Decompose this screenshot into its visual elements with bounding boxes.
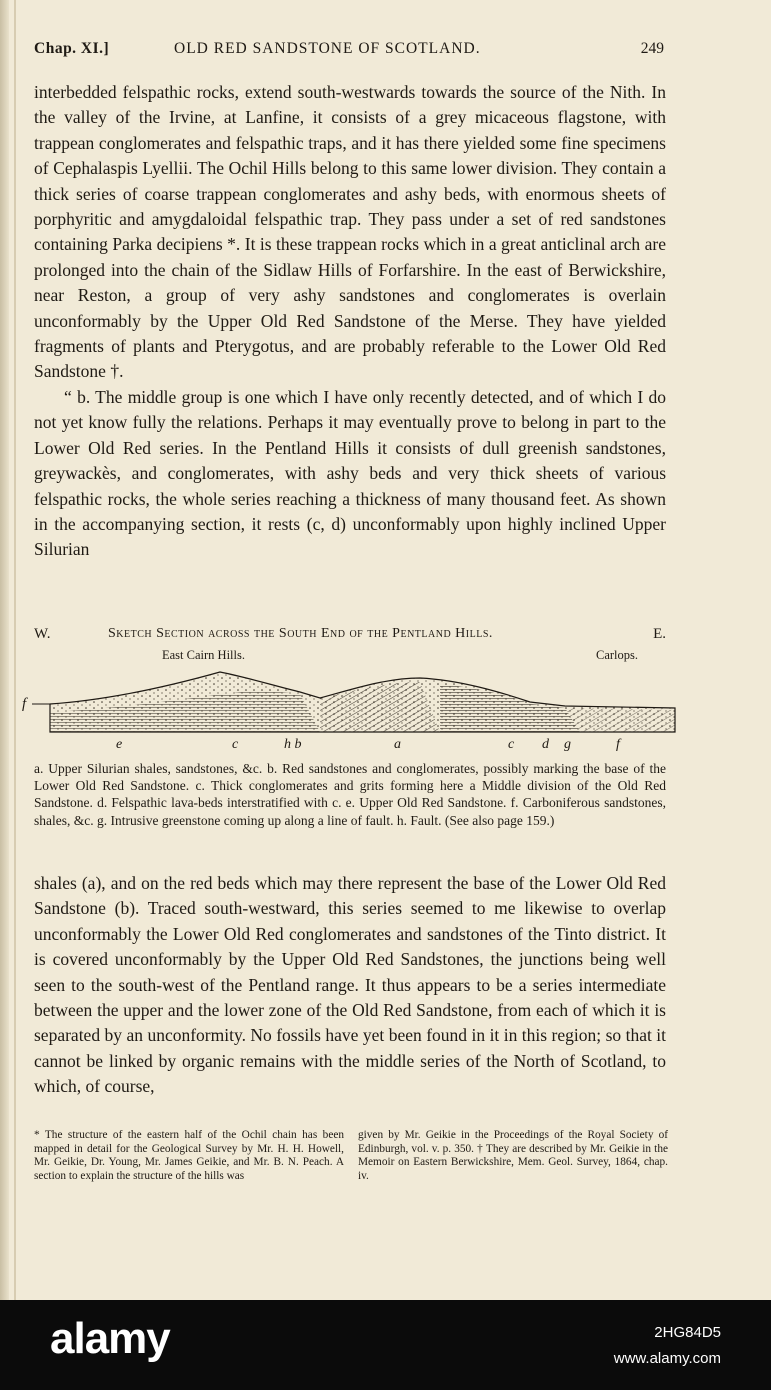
figure-label-east-cairn-hills: East Cairn Hills.	[162, 648, 245, 662]
figure-east-marker: E.	[653, 626, 666, 642]
footnote-right-column: given by Mr. Geikie in the Proceedings of the Royal Society of Edinburgh, vol. v. p. 350. † They are described by Mr. Geikie in the Memoir on Eastern Berwickshire, Mem. Geol. Survey, 1864, chap. iv.	[358, 1129, 668, 1182]
chapter-label: Chap. XI.]	[34, 40, 110, 57]
watermark-banner	[0, 1300, 771, 1390]
geological-section-drawing	[20, 664, 680, 736]
brand-logo: alamy	[50, 1314, 170, 1363]
strata-fault-zone	[320, 682, 440, 732]
section-letter: e	[116, 737, 123, 752]
footnote-left-column: * The structure of the eastern half of the Ochil chain has been mapped in detail for the Geological Survey by Mr. H. H. Howell, Mr. Geikie, Dr. Young, Mr. James Geikie, and Mr. B. N. Peach. A section to explain the structure of the hills was	[34, 1129, 344, 1182]
running-header	[34, 40, 664, 64]
figure-title: Sketch Section across the South End of the Pentland Hills.	[108, 626, 493, 641]
page-binding-shadow	[0, 0, 9, 1300]
image-id: 2HG84D5	[654, 1324, 721, 1341]
section-letter: c	[232, 737, 239, 752]
paragraph-continuation: shales (a), and on the red beds which may there represent the base of the Lower Old Red Sandstone (b). Traced south-westward, this series seemed to me likewise to overlap unconformably the Lower Old Red conglomerates and sandstones of the Tinto district. It is covered unconformably by the Upper Old Red Sandstones, the junctions being well seen to the south-west of the Pentland range. It thus appears to be a series intermediate between the upper and the lower zone of the Old Red Sandstone, from each of which it is separated by an unconformity. No fossils have yet been found in it in this region; so that it cannot be linked by organic remains with the middle series of the North of Scotland, to which, of course,	[34, 873, 666, 1097]
strata-east	[565, 708, 675, 732]
section-letter-row	[34, 737, 666, 757]
section-letter: f	[616, 737, 620, 752]
page-binding-line	[14, 0, 16, 1300]
section-letter: d	[542, 737, 549, 752]
figure-caption: a. Upper Silurian shales, sandstones, &c. b. Red sandstones and conglomerates, possibly marking the base of the Lower Old Red Sandstone. c. Thick conglomerates and grits forming here a Middle division of the Old Red Sandstone. d. Felspathic lava-beds interstratified with c. e. Upper Old Red Sandstone. f. Carboniferous sandstones, shales, &c. g. Intrusive greenstone coming up along a line of fault. h. Fault. (See also page 159.)	[34, 761, 666, 828]
body-text-top	[34, 80, 666, 563]
running-title: OLD RED SANDSTONE OF SCOTLAND.	[174, 40, 481, 57]
body-text-bottom	[34, 871, 666, 1100]
strata-central	[440, 684, 580, 732]
section-letter: c	[508, 737, 515, 752]
figure-west-marker: W.	[34, 626, 51, 642]
figure-label-carlops: Carlops.	[595, 648, 638, 662]
page-number: 249	[640, 40, 664, 57]
site-url: www.alamy.com	[613, 1350, 721, 1367]
section-letter: g	[564, 737, 571, 752]
figure-edge-letter: f	[22, 696, 27, 712]
paragraph-middle-group: “ b. The middle group is one which I have only recently detected, and of which I do not yet know fully the relations. Perhaps it may eventually prove to belong in part to the Lower Old Red series. In the Pentland Hills it consists of dull greenish sandstones, greywackès, and conglomerates, with ashy beds and very thick sheets of various felspathic rocks, the whole series reaching a thickness of many thousand feet. As shown in the accompanying section, it rests (c, d) unconformably upon highly inclined Upper Silurian	[34, 386, 666, 560]
section-letter: h b	[284, 737, 302, 752]
paragraph-lower-division: interbedded felspathic rocks, extend south-westwards towards the source of the Nith. In the valley of the Irvine, at Lanfine, it consists of a grey micaceous flagstone, with trappean conglomerates and felspathic traps, and it has there yielded some fine specimens of Cephalaspis Lyellii. The Ochil Hills belong to this same lower division. They contain a thick series of coarse trappean conglomerates and ashy beds, with enormous sheets of porphyritic and amygdaloidal felspathic trap. They pass under a set of red sandstones containing Parka decipiens *. It is these trappean rocks which in a great anticlinal arch are prolonged into the chain of the Sidlaw Hills of Forfarshire. In the east of Berwickshire, near Reston, a group of very ashy sandstones and conglomerates is overlain unconformably by the Upper Old Red Sandstone of the Merse. They have yielded fragments of plants and Pterygotus, and are probably referable to the Lower Old Red Sandstone †.	[34, 82, 666, 382]
figure-title-row	[34, 626, 666, 648]
section-letter: a	[394, 737, 401, 752]
